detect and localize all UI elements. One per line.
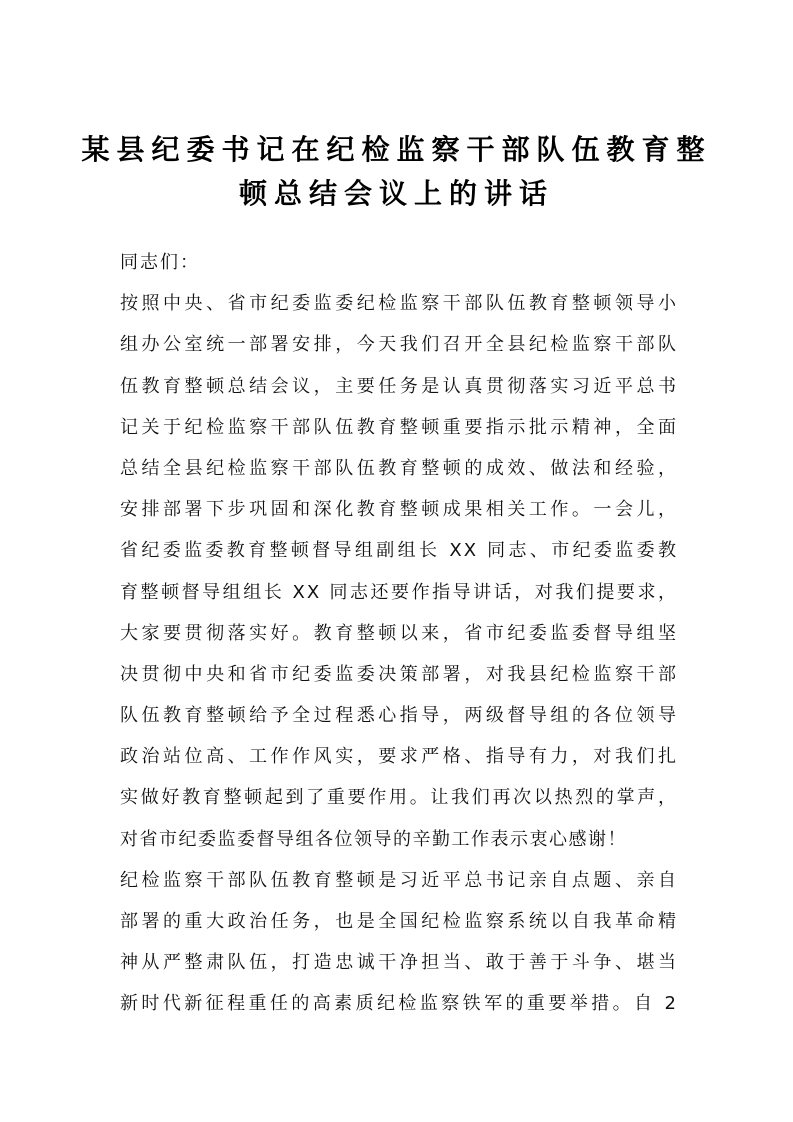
- text-line: 队伍教育整顿给予全过程悉心指导，两级督导组的各位领导: [120, 705, 678, 727]
- text-line: 组办公室统一部署安排，今天我们召开全县纪检监察干部队: [120, 334, 678, 356]
- text-line: 实做好教育整顿起到了重要作用。让我们再次以热烈的掌声，: [120, 787, 678, 809]
- paragraphs: [120, 289, 678, 1030]
- salutation: 同志们：: [120, 252, 200, 273]
- text-line: 记关于纪检监察干部队伍教育整顿重要指示批示精神，全面: [120, 416, 678, 438]
- text-line: 纪检监察干部队伍教育整顿是习近平总书记亲自点题、亲自: [120, 869, 678, 891]
- text-line: 伍教育整顿总结会议，主要任务是认真贯彻落实习近平总书: [120, 375, 678, 397]
- text-line: 大家要贯彻落实好。教育整顿以来，省市纪委监委督导组坚: [120, 622, 678, 644]
- text-line: 安排部署下步巩固和深化教育整顿成果相关工作。一会儿，: [120, 499, 678, 521]
- text-line: 省纪委监委教育整顿督导组副组长 XX 同志、市纪委监委教: [120, 540, 678, 562]
- text-line: 决贯彻中央和省市纪委监委决策部署，对我县纪检监察干部: [120, 663, 678, 685]
- text-line: 按照中央、省市纪委监委纪检监察干部队伍教育整顿领导小: [120, 293, 678, 315]
- document-title-line-1: 某县纪委书记在纪检监察干部队伍教育整: [81, 133, 712, 166]
- paragraph: [120, 866, 678, 1031]
- text-line: 总结全县纪检监察干部队伍教育整顿的成效、做法和经验，: [120, 457, 678, 479]
- text-line: 神从严整肃队伍，打造忠诚干净担当、敢于善于斗争、堪当: [120, 952, 678, 974]
- document-body: [120, 248, 678, 1031]
- paragraph: [120, 289, 678, 866]
- text-line: 政治站位高、工作作风实，要求严格、指导有力，对我们扎: [120, 746, 678, 768]
- text-line: 新时代新征程重任的高素质纪检监察铁军的重要举措。自 2: [120, 993, 678, 1015]
- text-line: 部署的重大政治任务，也是全国纪检监察系统以自我革命精: [120, 911, 678, 932]
- document-title-line-2: 顿总结会议上的讲话: [238, 177, 554, 210]
- text-line: 育整顿督导组组长 XX 同志还要作指导讲话，对我们提要求，: [120, 581, 678, 603]
- text-line: 对省市纪委监委督导组各位领导的辛勤工作表示衷心感谢！: [120, 828, 627, 850]
